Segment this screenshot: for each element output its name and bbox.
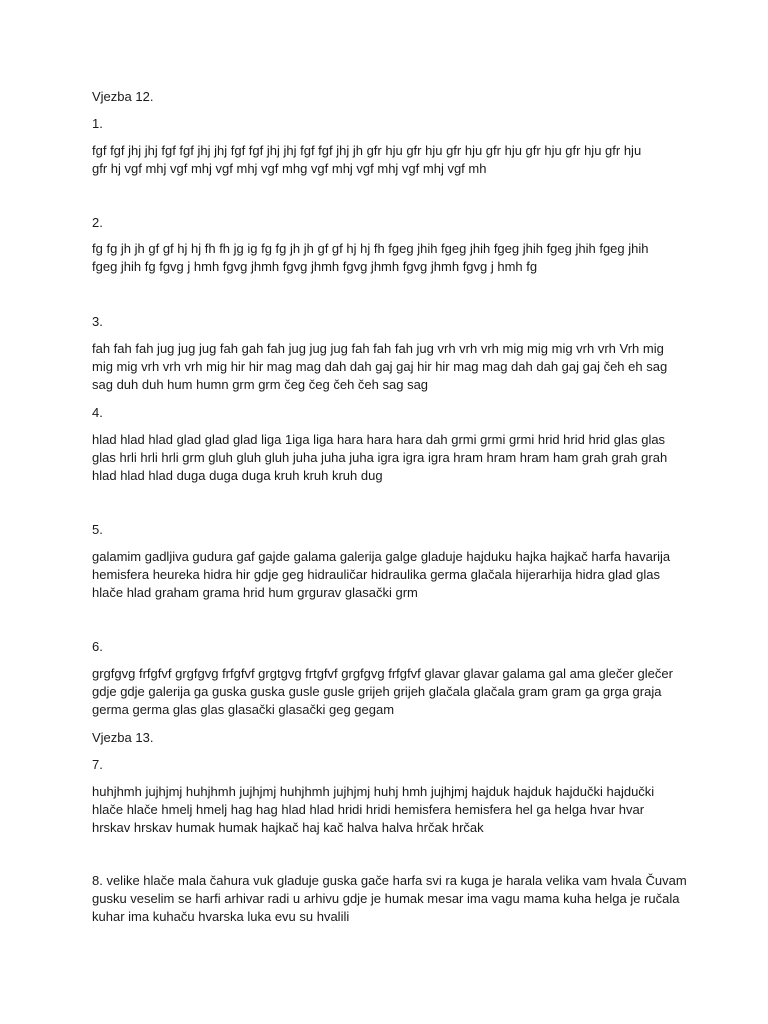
- exercise-5-number: 5.: [92, 522, 103, 537]
- text-line: fg fg jh jh gf gf hj hj fh fh jg ig fg fg jh jh gf gf hj hj fh fgeg jhih fgeg jhih fgeg jhih fgeg jhih fgeg jhih: [92, 241, 649, 256]
- text-line: germa germa glas glas glasački glasački geg gegam: [92, 702, 395, 717]
- exercise-7-text: [92, 783, 692, 837]
- exercise-6-number: 6.: [92, 639, 103, 654]
- exercise-4-text: [92, 431, 692, 485]
- exercise-1-text: [92, 142, 692, 178]
- exercise-5-text: [92, 548, 692, 602]
- text-line: hlad hlad hlad duga duga duga kruh kruh kruh dug: [92, 468, 383, 483]
- text-line: gfr hj vgf mhj vgf mhj vgf mhj vgf mhg vgf mhj vgf mhj vgf mhj vgf mh: [92, 161, 487, 176]
- exercise-8-text: [92, 872, 692, 926]
- text-line: hrskav hrskav humak humak hajkač haj kač halva halva hrčak hrčak: [92, 820, 484, 835]
- text-line: fgf fgf jhj jhj fgf fgf jhj jhj fgf fgf jhj jhj fgf fgf jhj jh gfr hju gfr hju gfr hju gfr hju gfr hju gfr hju gfr hju: [92, 143, 642, 158]
- exercise-heading-13: Vjezba 13.: [92, 730, 154, 745]
- text-line: fah fah fah jug jug jug fah gah fah jug jug jug fah fah fah jug vrh vrh vrh mig mig mig vrh vrh Vrh mig: [92, 341, 664, 356]
- exercise-3-number: 3.: [92, 314, 103, 329]
- exercise-1-number: 1.: [92, 116, 103, 131]
- text-line: huhjhmh jujhjmj huhjhmh jujhjmj huhjhmh jujhjmj huhj hmh jujhjmj hajduk hajduk hajdučki hajdučki: [92, 784, 655, 799]
- text-line: gdje gdje galerija ga guska guska gusle gusle grijeh grijeh glačala glačala gram gram ga grga graja: [92, 684, 662, 699]
- text-line: glas hrli hrli hrli grm gluh gluh gluh juha juha juha igra igra igra hram hram hram ham grah grah grah: [92, 450, 668, 465]
- exercise-4-number: 4.: [92, 405, 103, 420]
- exercise-heading-12: Vjezba 12.: [92, 89, 154, 104]
- text-line: mig mig vrh vrh vrh mig hir hir mag mag dah dah gaj gaj hir hir mag mag dah dah gaj gaj čeh eh sag: [92, 359, 668, 374]
- exercise-3-text: [92, 340, 692, 394]
- text-line: gusku veselim se harfi arhivar radi u arhivu gdje je humak mesar ima vagu mama kuha helga je ručala: [92, 891, 680, 906]
- exercise-2-text: [92, 240, 692, 276]
- text-line: sag duh duh hum humn grm grm čeg čeg čeh čeh sag sag: [92, 377, 429, 392]
- exercise-2-number: 2.: [92, 215, 103, 230]
- text-line: galamim gadljiva gudura gaf gajde galama galerija galge gladuje hajduku hajka hajkač harfa havarija: [92, 549, 671, 564]
- text-line: 8. velike hlače mala čahura vuk gladuje guska gače harfa svi ra kuga je harala velika vam hvala Čuvam: [92, 873, 687, 888]
- text-line: grgfgvg frfgfvf grgfgvg frfgfvf grgtgvg frtgfvf grgfgvg frfgfvf glavar glavar galama gal ama glečer glečer: [92, 666, 673, 681]
- text-line: hlače hlače hmelj hmelj hag hag hlad hlad hridi hridi hemisfera hemisfera hel ga helga hvar hvar: [92, 802, 645, 817]
- text-line: kuhar ima kuhaču hvarska luka evu su hvalili: [92, 909, 350, 924]
- text-line: fgeg jhih fg fgvg j hmh fgvg jhmh fgvg jhmh fgvg jhmh fgvg jhmh fgvg j hmh fg: [92, 259, 538, 274]
- text-line: hlad hlad hlad glad glad glad liga 1iga liga hara hara hara dah grmi grmi grmi hrid hrid hrid glas glas: [92, 432, 666, 447]
- exercise-6-text: [92, 665, 692, 719]
- exercise-7-number: 7.: [92, 757, 103, 772]
- text-line: hlače hlad graham grama hrid hum grgurav glasački grm: [92, 585, 418, 600]
- text-line: hemisfera heureka hidra hir gdje geg hidrauličar hidraulika germa glačala hijerarhija hidra glad glas: [92, 567, 660, 582]
